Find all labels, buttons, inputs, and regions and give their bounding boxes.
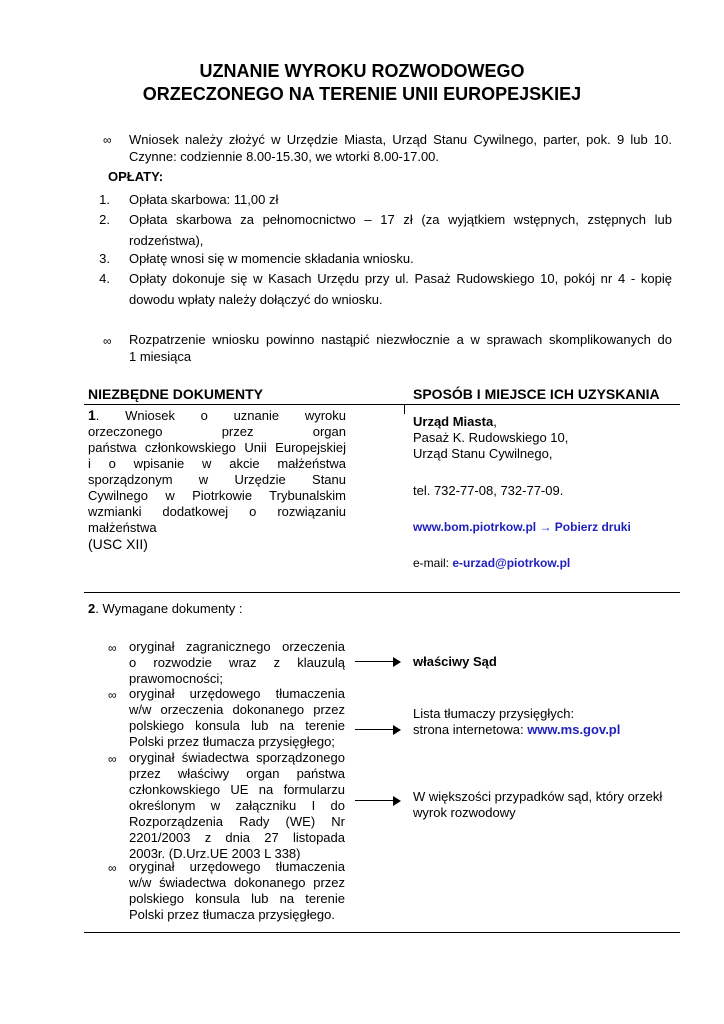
fee-number: 3. [99, 251, 110, 266]
fee-item-1: Opłata skarbowa: 11,00 zł [129, 192, 279, 207]
table-row-divider [84, 592, 680, 593]
infinity-bullet-icon: ∞ [108, 861, 117, 875]
office-address-1: Pasaż K. Rudowskiego 10, [413, 430, 569, 445]
email-link[interactable]: e-urzad@piotrkow.pl [452, 556, 571, 570]
fee-item-3: Opłatę wnosi się w momencie składania wniosku. [129, 251, 414, 266]
sworn-translators-list: Lista tłumaczy przysięgłych: [413, 706, 575, 721]
page-title-line-1: UZNANIE WYROKU ROZWODOWEGO [199, 61, 525, 81]
infinity-bullet-icon: ∞ [108, 641, 117, 655]
form-code: (USC XII) [88, 536, 148, 552]
intro-text [129, 131, 672, 165]
required-document-item: oryginał świadectwa sporządzonego przez właściwy organ państwa członkowskiego UE na formularzu określonym w załączniku I do Rozporządzenia Rady (WE) Nr 2201/2003 z dnia 27 listopada 2003r. (D.Urz.UE 2003 L 338) [129, 750, 345, 861]
required-document-item: oryginał urzędowego tłumaczenia w/w orzeczenia dokonanego przez polskiego konsula lub na terenie Polski przez tłumacza przysięgłego; [129, 686, 345, 749]
fee-number: 1. [99, 192, 110, 207]
office-name-line: Urząd Miasta, [413, 414, 497, 429]
email-label: e-mail: [413, 556, 453, 570]
office-phone: tel. 732-77-08, 732-77-09. [413, 483, 564, 498]
document-number: 2 [88, 601, 96, 616]
office-address-2: Urząd Stanu Cywilnego, [413, 446, 553, 461]
required-documents-heading: 2. Wymagane dokumenty : [88, 601, 243, 616]
processing-line-1: Rozpatrzenie wniosku powinno nastąpić niezwłocznie a w sprawach skomplikowanych do [129, 332, 672, 347]
infinity-bullet-icon: ∞ [103, 133, 112, 147]
processing-line-2: 1 miesiąca [129, 349, 192, 364]
fee-number: 4. [99, 271, 110, 286]
application-line: małżeństwa [88, 520, 157, 535]
fee-item-2 [129, 211, 672, 250]
fees-heading: OPŁATY: [108, 169, 164, 184]
document-number: 1 [88, 407, 96, 423]
certificate-source-line-2: wyrok rozwodowy [413, 805, 516, 820]
fee-number: 2. [99, 212, 110, 227]
certificate-source-line-1: W większości przypadków sąd, który orzekł [413, 789, 663, 804]
application-line: orzeczonego przez organ [88, 424, 346, 439]
application-line: państwa członkowskiego Unii Europejskiej [88, 440, 346, 455]
application-document [88, 407, 346, 552]
infinity-bullet-icon: ∞ [103, 334, 112, 348]
website-line [413, 519, 631, 536]
application-line: 1. Wniosek o uznanie wyroku [88, 407, 346, 423]
application-line: wzmianki dodatkowej o rozwiązaniu [88, 504, 346, 519]
fee-item-4 [129, 270, 672, 309]
arrow-right-icon [355, 657, 401, 667]
arrow-right-icon: → [539, 520, 552, 534]
application-line: i o wpisanie w akcie małżeństwa [88, 456, 346, 471]
application-line: sporządzonym w Urzędzie Stanu [88, 472, 346, 487]
required-document-item: oryginał urzędowego tłumaczenia w/w świadectwa dokonanego przez polskiego konsula lub na terenie Polski przez tłumacza przysięgłego. [129, 859, 345, 922]
website-label: strona internetowa: [413, 722, 528, 737]
intro-line-2: Czynne: codziennie 8.00-15.30, we wtorki 8.00-17.00. [129, 149, 440, 164]
table-bottom-rule [84, 932, 680, 933]
documents-column-header: NIEZBĘDNE DOKUMENTY [88, 386, 264, 402]
required-document-item: oryginał zagranicznego orzeczenia o rozwodzie wraz z klauzulą prawomocności; [129, 639, 345, 686]
office-name: Urząd Miasta [413, 414, 494, 429]
fee-item-4-line-1: Opłaty dokonuje się w Kasach Urzędu przy ul. Pasaż Rudowskiego 10, pokój nr 4 - kopię [129, 271, 672, 286]
intro-line-1: Wniosek należy złożyć w Urzędzie Miasta, Urząd Stanu Cywilnego, parter, pok. 9 lub 10. [129, 132, 672, 147]
email-line [413, 555, 570, 572]
processing-text [129, 331, 672, 365]
table-top-rule [84, 404, 680, 405]
arrow-right-icon [355, 725, 401, 735]
page-title-line-2: ORZECZONEGO NA TERENIE UNII EUROPEJSKIEJ [142, 84, 582, 104]
ms-gov-link[interactable]: www.ms.gov.pl [527, 722, 621, 737]
translators-website-line [413, 721, 620, 738]
fee-item-2-line-2: rodzeństwa), [129, 233, 204, 248]
download-forms-link[interactable]: Pobierz druki [554, 520, 631, 534]
application-line: Cywilnego w Piotrkowie Trybunalskim [88, 488, 346, 503]
source-court: właściwy Sąd [413, 654, 497, 669]
header-column-divider [404, 404, 405, 414]
sources-column-header: SPOSÓB I MIEJSCE ICH UZYSKANIA [413, 386, 660, 402]
infinity-bullet-icon: ∞ [108, 752, 117, 766]
arrow-right-icon [355, 796, 401, 806]
website-link[interactable]: www.bom.piotrkow.pl [413, 520, 537, 534]
infinity-bullet-icon: ∞ [108, 688, 117, 702]
fee-item-2-line-1: Opłata skarbowa za pełnomocnictwo – 17 zł (za wyjątkiem wstępnych, zstępnych lub [129, 212, 672, 227]
fee-item-4-line-2: dowodu wpłaty należy dołączyć do wniosku. [129, 292, 383, 307]
